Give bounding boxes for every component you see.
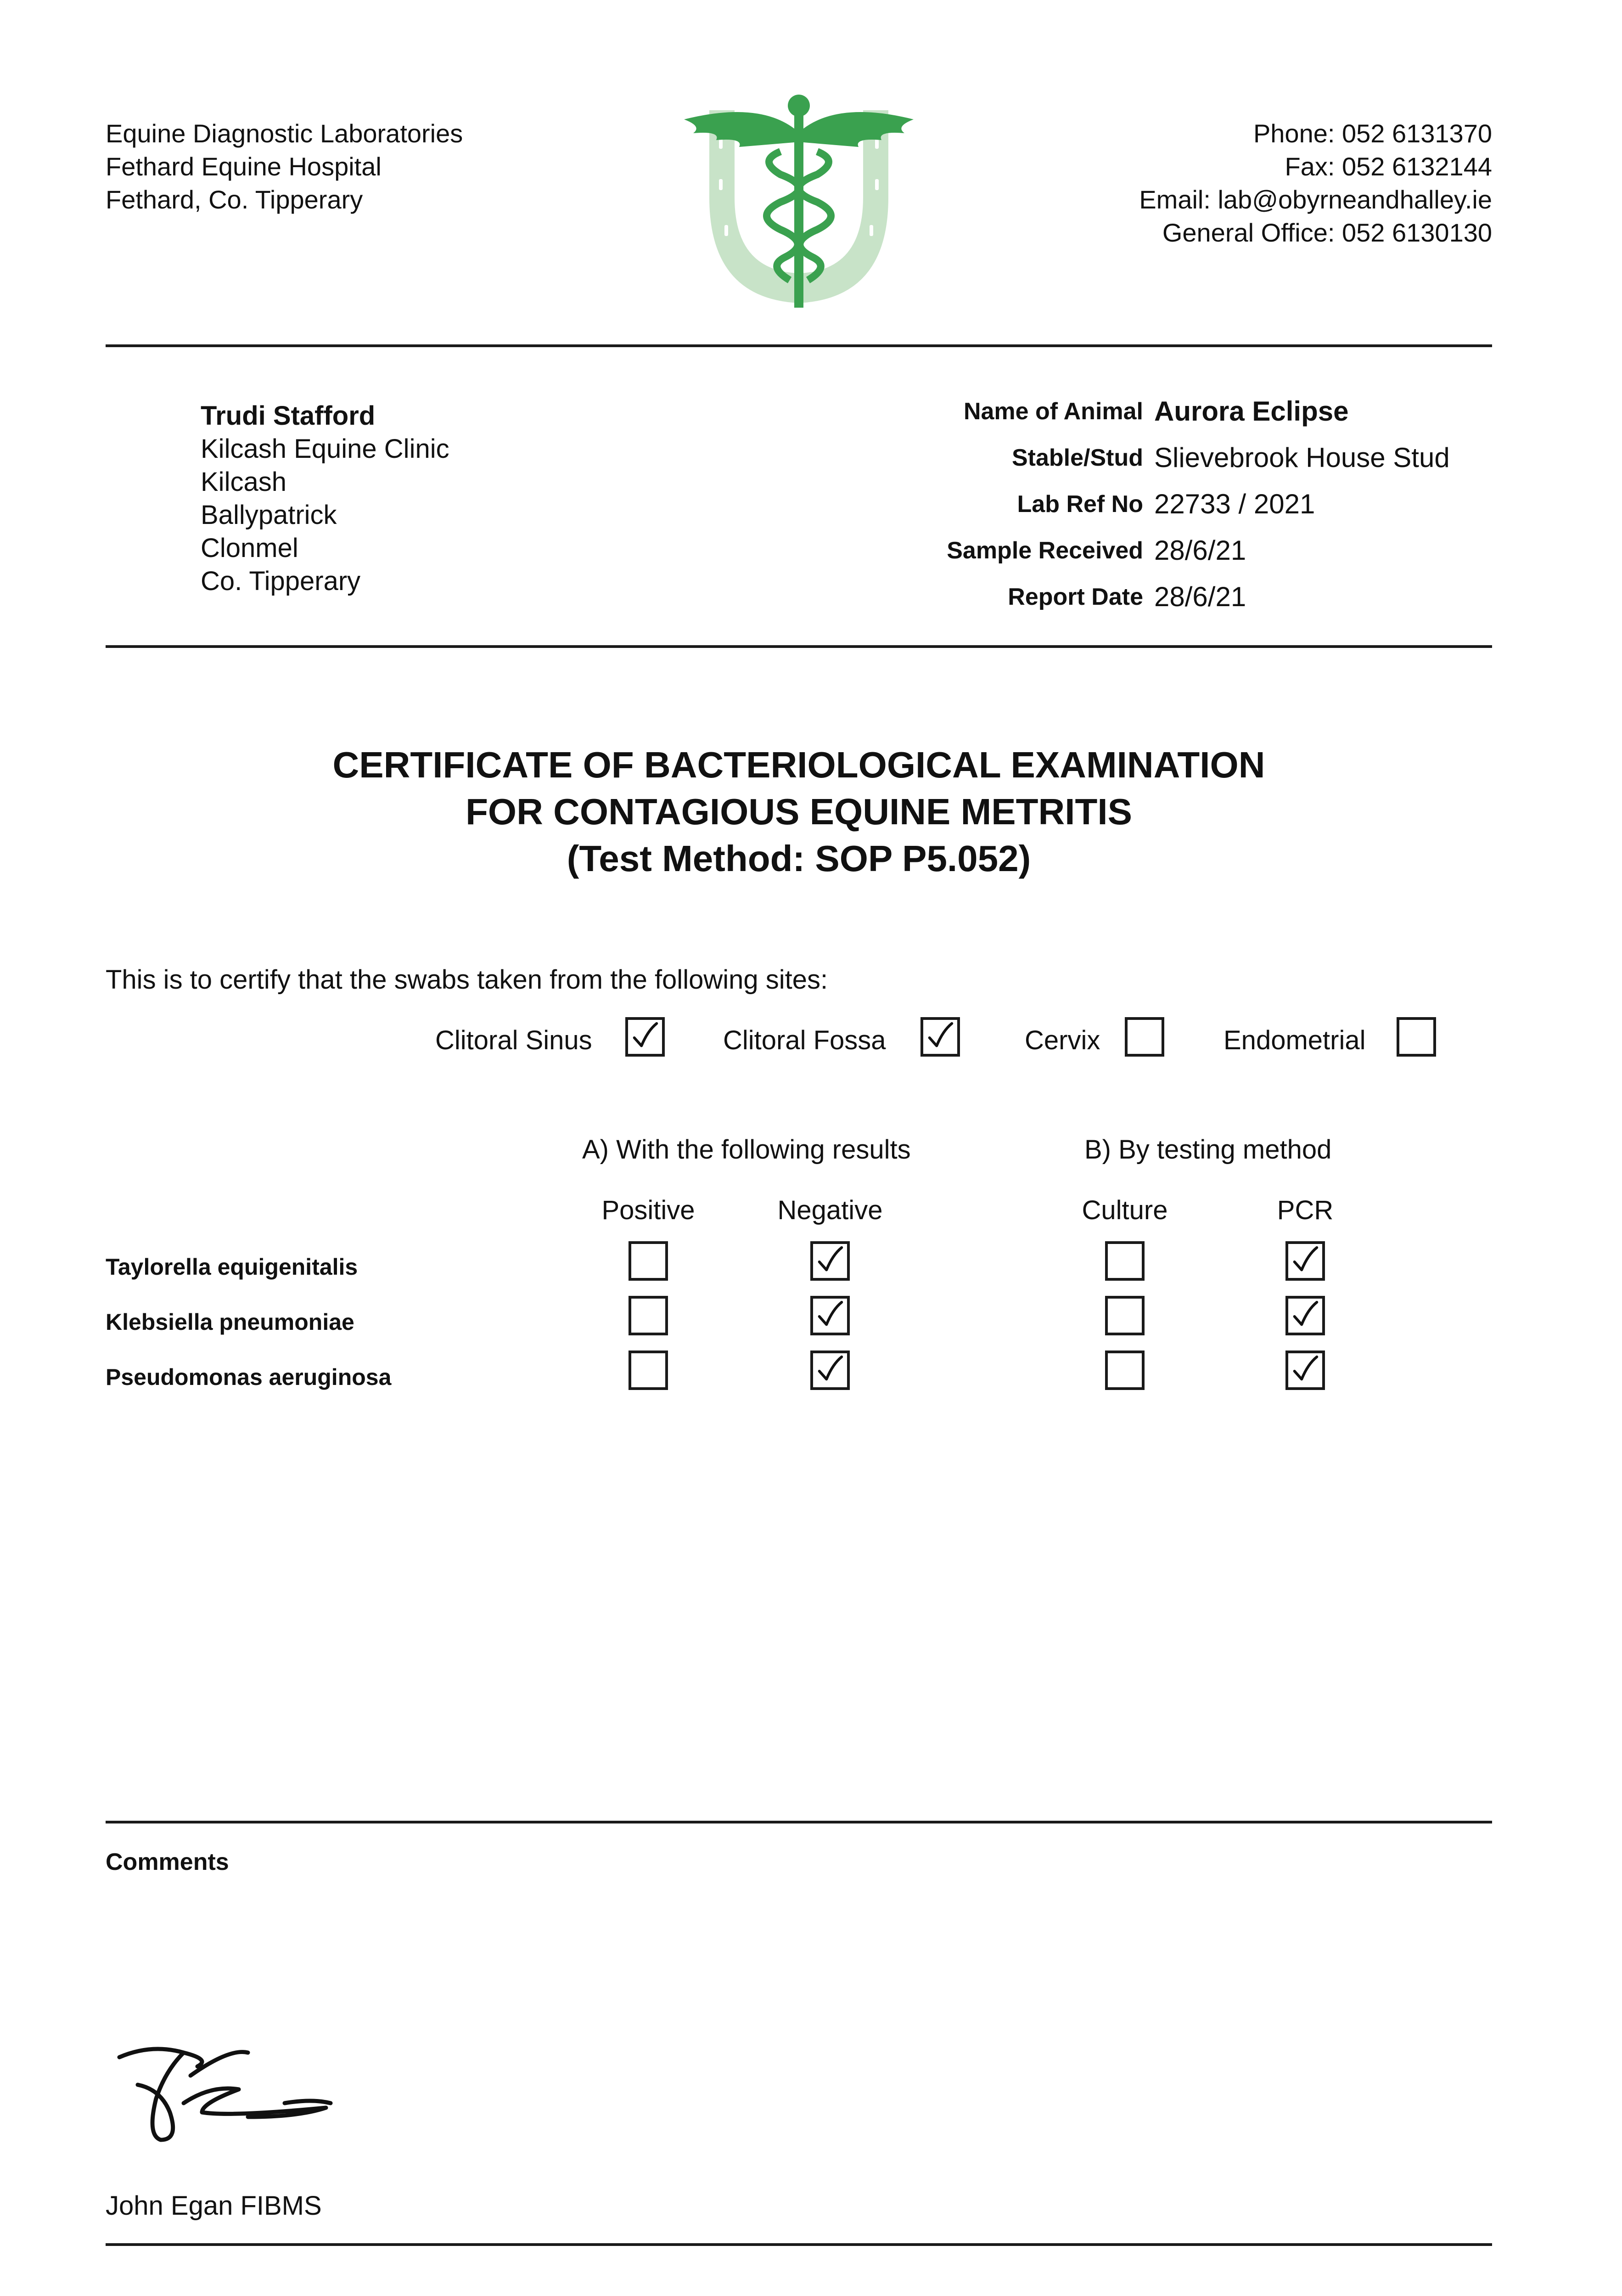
client-address-line: Kilcash (201, 467, 286, 497)
lab-address-line: Fethard, Co. Tipperary (106, 185, 363, 214)
checkbox-taylorella-positive[interactable] (629, 1241, 668, 1281)
caduceus-horseshoe-icon (666, 83, 932, 317)
footer-divider (106, 2243, 1492, 2246)
lab-fax: Fax: 052 6132144 (1285, 152, 1492, 181)
site-label-clitoral-fossa: Clitoral Fossa (723, 1025, 886, 1055)
check-mark-icon (628, 1019, 662, 1054)
checkbox-pseudomonas-negative[interactable] (810, 1351, 850, 1390)
certificate-title (106, 742, 1492, 882)
client-address-line: Co. Tipperary (201, 566, 361, 596)
check-mark-icon (1288, 1298, 1322, 1333)
site-label-cervix: Cervix (1025, 1025, 1100, 1055)
sample-received-row (872, 527, 1450, 574)
organism-label-taylorella: Taylorella equigenitalis (106, 1254, 358, 1280)
check-mark-icon (1288, 1244, 1322, 1278)
col-head-negative: Negative (777, 1195, 883, 1225)
organism-label-klebsiella: Klebsiella pneumoniae (106, 1309, 354, 1335)
site-label-endometrial: Endometrial (1224, 1025, 1366, 1055)
info-divider (106, 645, 1492, 648)
lab-ref-value: 22733 / 2021 (1154, 489, 1315, 519)
check-mark-icon (1288, 1353, 1322, 1388)
checkbox-klebsiella-culture[interactable] (1105, 1296, 1145, 1335)
col-head-positive: Positive (601, 1195, 695, 1225)
lab-phone: Phone: 052 6131370 (1253, 119, 1492, 148)
stable-label: Stable/Stud (1011, 444, 1143, 471)
site-checkbox-clitoral-sinus[interactable] (625, 1017, 665, 1057)
certify-statement: This is to certify that the swabs taken from the following sites: (106, 965, 828, 995)
checkbox-klebsiella-positive[interactable] (629, 1296, 668, 1335)
sample-received-value: 28/6/21 (1154, 535, 1246, 566)
site-label-clitoral-sinus: Clitoral Sinus (435, 1025, 592, 1055)
title-line: CERTIFICATE OF BACTERIOLOGICAL EXAMINATION (332, 744, 1265, 785)
checkbox-taylorella-culture[interactable] (1105, 1241, 1145, 1281)
organism-label-pseudomonas: Pseudomonas aeruginosa (106, 1364, 392, 1390)
report-date-label: Report Date (1008, 583, 1143, 610)
lab-address-line: Fethard Equine Hospital (106, 152, 382, 181)
comments-divider (106, 1821, 1492, 1823)
lab-ref-row (872, 481, 1450, 527)
client-address-line: Kilcash Equine Clinic (201, 434, 449, 464)
client-address-line: Clonmel (201, 533, 298, 563)
results-heading: A) With the following results (582, 1135, 911, 1165)
lab-address (106, 117, 463, 216)
checkbox-klebsiella-negative[interactable] (810, 1296, 850, 1335)
checkbox-taylorella-pcr[interactable] (1285, 1241, 1325, 1281)
check-mark-icon (923, 1019, 957, 1054)
stable-row (872, 434, 1450, 481)
checkbox-pseudomonas-culture[interactable] (1105, 1351, 1145, 1390)
site-checkbox-cervix[interactable] (1125, 1017, 1164, 1057)
report-date-row (872, 574, 1450, 620)
lab-ref-label: Lab Ref No (1017, 490, 1143, 518)
site-checkbox-clitoral-fossa[interactable] (920, 1017, 960, 1057)
handwritten-signature (110, 2039, 349, 2158)
lab-email: Email: lab@obyrneandhalley.ie (1139, 185, 1492, 214)
method-heading: B) By testing method (1084, 1135, 1332, 1165)
lab-general-office: General Office: 052 6130130 (1162, 218, 1492, 247)
animal-name-label: Name of Animal (963, 398, 1143, 425)
checkbox-taylorella-negative[interactable] (810, 1241, 850, 1281)
animal-name-row (872, 388, 1450, 434)
title-line: (Test Method: SOP P5.052) (567, 838, 1031, 879)
stable-value: Slievebrook House Stud (1154, 442, 1450, 473)
header-divider (106, 344, 1492, 347)
lab-contact (1139, 117, 1492, 249)
checkbox-klebsiella-pcr[interactable] (1285, 1296, 1325, 1335)
signer-name: John Egan FIBMS (106, 2191, 322, 2221)
comments-label: Comments (106, 1849, 229, 1875)
client-address (201, 400, 449, 598)
checkbox-pseudomonas-positive[interactable] (629, 1351, 668, 1390)
animal-name-value: Aurora Eclipse (1154, 396, 1349, 427)
check-mark-icon (813, 1353, 847, 1388)
client-address-line: Ballypatrick (201, 500, 337, 530)
sample-received-label: Sample Received (947, 537, 1143, 564)
check-mark-icon (813, 1298, 847, 1333)
col-head-pcr: PCR (1277, 1195, 1334, 1225)
report-date-value: 28/6/21 (1154, 581, 1246, 612)
checkbox-pseudomonas-pcr[interactable] (1285, 1351, 1325, 1390)
client-name: Trudi Stafford (201, 401, 376, 431)
animal-info (872, 388, 1450, 620)
lab-address-line: Equine Diagnostic Laboratories (106, 119, 463, 148)
col-head-culture: Culture (1082, 1195, 1168, 1225)
title-line: FOR CONTAGIOUS EQUINE METRITIS (466, 791, 1132, 832)
site-checkbox-endometrial[interactable] (1397, 1017, 1436, 1057)
check-mark-icon (813, 1244, 847, 1278)
